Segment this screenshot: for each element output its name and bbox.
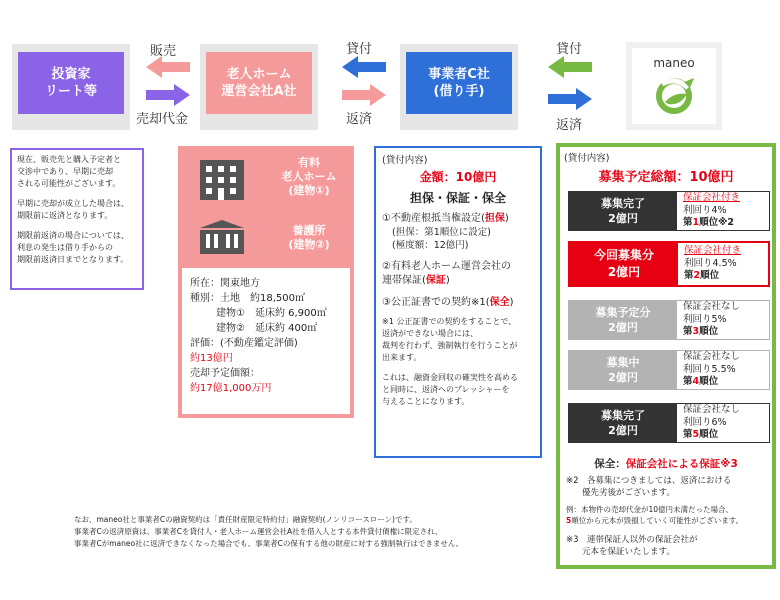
- tier-guarantee: 保証会社なし: [683, 301, 741, 313]
- loan2-label: 貸付: [556, 42, 583, 57]
- order-number: 2: [693, 270, 701, 282]
- tier-rate: 利回り4%: [683, 204, 727, 216]
- note-line: 利息の発生は借り手からの: [17, 243, 113, 252]
- tier-amount: 2億円: [608, 371, 638, 384]
- sale-proceeds-arrow-icon: [146, 84, 190, 106]
- loan-item3-pre: ③公正証書での契約※1(: [382, 297, 490, 308]
- order-suffix: 順位: [699, 376, 719, 388]
- property-sale-price-value: 約17億1,000万円: [190, 383, 272, 394]
- loan-note2-line: と同時に、返済へのプレッシャーを: [382, 385, 510, 394]
- loan-note2-line: 与えることになります。: [382, 397, 470, 406]
- loan-item2-line2: [382, 274, 534, 288]
- note-line: 期限前返済日までとなります。: [17, 255, 129, 264]
- loan-item1-post: ): [504, 213, 509, 224]
- loan-note1: [382, 316, 534, 364]
- footer-notes: [74, 514, 552, 550]
- tier-rate: 利回り4.5%: [684, 257, 737, 269]
- tier-amount: 2億円: [608, 424, 638, 437]
- tier-status-box: [569, 301, 677, 339]
- property-type-building1: 建物① 延床約 6,900㎡: [216, 308, 327, 319]
- tier-detail: [677, 404, 769, 442]
- loan-note1-line: 返済ができない場合には、: [382, 329, 478, 338]
- building2-icon: [198, 220, 246, 254]
- sale-label: 販売: [150, 44, 177, 59]
- building2-label: [274, 224, 344, 252]
- investor-box: [18, 52, 124, 114]
- loan-item1-sub1: (担保：第1順位に設定): [392, 227, 491, 238]
- borrower-line1: 事業者C社: [428, 67, 490, 82]
- loan-item2-post: ): [445, 275, 450, 286]
- tier-status-box: [570, 243, 678, 285]
- order-suffix: 順位※2: [699, 217, 734, 229]
- note-line: される可能性がございます。: [17, 179, 121, 188]
- footer-line: 事業者Cがmaneo社に返済できなくなった場合でも、事業者Cの保有する他の財産に対する強制執行はできません。: [74, 539, 464, 548]
- tier-detail: [677, 192, 769, 230]
- tier-detail: [677, 351, 769, 389]
- property-location: 所在：関東地方: [190, 278, 260, 289]
- note-line: 期限前に返済となります。: [17, 211, 113, 220]
- operator-box: [206, 52, 312, 114]
- tier-guarantee: 保証会社付き: [684, 245, 742, 257]
- example-number: 5: [566, 516, 572, 525]
- fund-example: [566, 504, 772, 526]
- tier-status: 募集予定分: [595, 306, 651, 319]
- maneo-name: maneo: [653, 56, 695, 70]
- tier-row-5: [568, 403, 770, 443]
- tier-row-1: [568, 191, 770, 231]
- tier-detail: [677, 301, 769, 339]
- tier-amount: 2億円: [607, 265, 641, 279]
- fund-note3-line2: 元本を保証いたします。: [582, 547, 675, 557]
- building2-line2: (建物②): [288, 238, 330, 251]
- loan-item2-highlight: 保証: [425, 275, 446, 286]
- note-line: 期限前返済の場合については、: [17, 231, 129, 240]
- footer-line: 事業者Cの返済原資は、事業者Cを貸付人・老人ホーム運営会社A社を借入人とする本件貸付債権に限定され、: [74, 527, 443, 536]
- loan-item2-line1: ②有料老人ホーム運営会社の: [382, 261, 511, 272]
- footer-line: なお、maneo社と事業者Cの融資契約は「責任財産限定特約付」融資契約(ノンリコースローン)です。: [74, 515, 417, 524]
- building1-label: [274, 156, 344, 198]
- repay1-arrow-icon: [342, 84, 386, 106]
- repay2-arrow-icon: [548, 88, 592, 110]
- loan-panel: [374, 146, 542, 458]
- property-type-land: 種別：土地 約18,500㎡: [190, 293, 305, 304]
- fund-example-line1: 例：本物件の売却代金が10億円未満だった場合、: [566, 505, 734, 514]
- tier-detail: [678, 243, 768, 285]
- note-line: 交渉中であり、早期に売却: [17, 167, 113, 176]
- repay2-label: 返済: [556, 118, 583, 133]
- loan-heading: (貸付内容): [382, 155, 428, 166]
- tier-status: 募集完了: [601, 409, 645, 422]
- loan1-label: 貸付: [346, 42, 373, 57]
- tier-row-2: [568, 241, 770, 287]
- note-line: [17, 190, 137, 198]
- loan-note1-line: ※1 公正証書での契約をすることで、: [382, 317, 517, 326]
- loan-item1: [382, 212, 534, 226]
- property-header: [182, 150, 350, 268]
- loan-item1-highlight: 担保: [484, 213, 505, 224]
- borrower-box: [406, 52, 512, 114]
- note-line: 現在、販売先と購入予定者と: [17, 155, 121, 164]
- tier-status-box: [569, 404, 677, 442]
- fund-heading: (貸付内容): [564, 153, 610, 164]
- tier-guarantee: 保証会社なし: [683, 404, 741, 416]
- repay1-label: 返済: [346, 112, 373, 127]
- loan-note1-line: 裁判を行わず、強制執行を行うことが: [382, 341, 518, 350]
- example-text: 順位から元本が毀損していく可能性がございます。: [571, 516, 744, 525]
- fund-note3-line1: ※3 連帯保証人以外の保証会社が: [566, 535, 698, 545]
- borrower-line2: (借り手): [433, 84, 485, 99]
- sale-arrow-icon: [146, 56, 190, 78]
- loan-item3: [382, 296, 534, 310]
- property-appraisal-label: 評価：(不動産鑑定評価): [190, 338, 298, 349]
- fund-security: [556, 456, 776, 471]
- order-prefix: 第: [683, 217, 693, 229]
- note-panel: [10, 148, 144, 290]
- building2-line1: 養護所: [292, 224, 326, 237]
- tier-order: [683, 376, 769, 389]
- fund-note3: [566, 534, 772, 558]
- tier-row-3: [568, 300, 770, 340]
- order-prefix: 第: [683, 376, 693, 388]
- fund-total: 募集予定総額：10億円: [598, 170, 734, 185]
- order-prefix: 第: [683, 326, 693, 338]
- tier-rate: 利回り5%: [683, 313, 727, 325]
- tier-row-4: [568, 350, 770, 390]
- property-details: [190, 276, 350, 396]
- loan-amount: 金額：10億円: [419, 170, 497, 184]
- tier-order: [683, 326, 769, 339]
- loan-note2: [382, 372, 534, 408]
- collateral-title: 担保・保証・保全: [409, 191, 506, 205]
- order-number: 1: [692, 217, 700, 229]
- building1-line3: (建物①): [288, 184, 330, 197]
- fund-note2-line2: 優先劣後がございます。: [582, 488, 675, 498]
- loan-item2-pre: 連帯保証(: [382, 275, 426, 286]
- property-type-building2: 建物② 延床約 400㎡: [216, 323, 318, 334]
- tier-order: [684, 270, 768, 283]
- order-suffix: 順位: [699, 429, 719, 441]
- maneo-logo-icon: [632, 72, 716, 122]
- tier-amount: 2億円: [608, 321, 638, 334]
- loan-item3-highlight: 保全: [489, 297, 510, 308]
- tier-status-box: [569, 192, 677, 230]
- security-label: 保全：: [594, 458, 626, 470]
- tier-rate: 利回り5.5%: [683, 363, 736, 375]
- tier-status-box: [569, 351, 677, 389]
- order-prefix: 第: [684, 270, 694, 282]
- investor-line2: リート等: [44, 84, 97, 99]
- tier-status: 今回募集分: [593, 248, 654, 262]
- tier-order: [683, 429, 769, 442]
- building1-icon: [198, 160, 246, 200]
- tier-status: 募集完了: [601, 197, 645, 210]
- loan1-arrow-icon: [342, 56, 386, 78]
- tier-guarantee: 保証会社なし: [683, 351, 741, 363]
- order-number: 5: [692, 429, 700, 441]
- order-number: 4: [692, 376, 700, 388]
- loan-note2-line: これは、融資金回収の確実性を高める: [382, 373, 518, 382]
- order-suffix: 順位: [699, 326, 719, 338]
- note-line: 早期に売却が成立した場合は、: [17, 199, 129, 208]
- investor-line1: 投資家: [51, 67, 91, 82]
- fund-note2-line1: ※2 各募集につきましては、返済における: [566, 476, 732, 486]
- property-sale-price-label: 売却予定価額：: [190, 368, 260, 379]
- loan2-arrow-icon: [548, 56, 592, 78]
- loan-item1-pre: ①不動産根抵当権設定(: [382, 213, 485, 224]
- tier-status: 募集中: [606, 356, 640, 369]
- loan-note1-line: 出来ます。: [382, 353, 422, 362]
- order-number: 3: [692, 326, 700, 338]
- order-suffix: 順位: [700, 270, 720, 282]
- note-line: [17, 222, 137, 230]
- building1-line2: 老人ホーム: [281, 170, 337, 183]
- security-value: 保証会社による保証※3: [625, 458, 738, 470]
- operator-line1: 老人ホーム: [226, 67, 292, 82]
- order-prefix: 第: [683, 429, 693, 441]
- property-panel: [178, 146, 354, 418]
- tier-guarantee: 保証会社付き: [683, 192, 741, 204]
- sale-proceeds-label: 売却代金: [136, 112, 189, 127]
- tier-rate: 利回り6%: [683, 416, 727, 428]
- loan-item3-post: ): [509, 297, 514, 308]
- operator-line2: 運営会社A社: [221, 84, 297, 99]
- building1-line1: 有料: [298, 156, 320, 169]
- fund-note2: [566, 475, 772, 499]
- fund-example-line2: [566, 515, 772, 526]
- maneo-box: [632, 48, 716, 124]
- property-appraisal-value: 約13億円: [190, 353, 233, 364]
- loan-item1-sub2: (極度額：12億円): [392, 240, 469, 251]
- tier-amount: 2億円: [608, 212, 638, 225]
- tier-order: [683, 217, 769, 230]
